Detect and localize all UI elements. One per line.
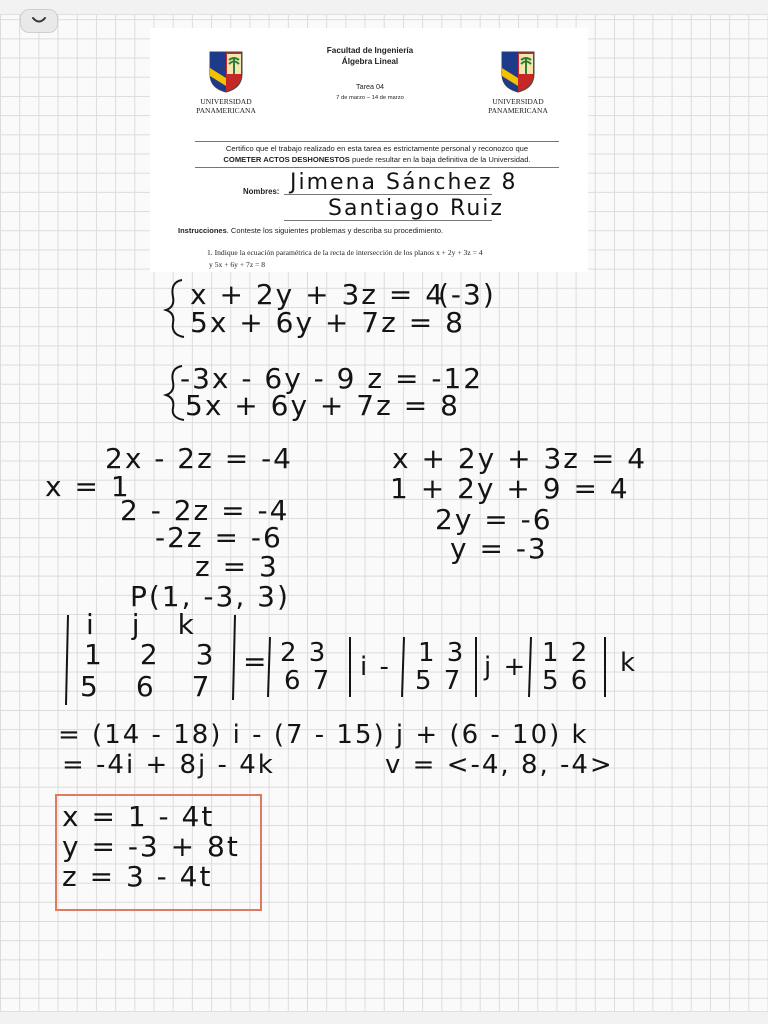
- x-choice: x = 1: [45, 470, 131, 503]
- minor3-bottom: 5 6: [542, 666, 590, 696]
- substitution-step2: -2z = -6: [155, 521, 283, 554]
- names-label: Nombres:: [243, 187, 280, 196]
- minor3-top: 1 2: [542, 638, 590, 668]
- minor2-unit: j +: [484, 652, 528, 682]
- determinant-equals: =: [243, 645, 269, 678]
- direction-vector: v = <-4, 8, -4>: [385, 750, 614, 780]
- assignment-dates: 7 de marzo – 14 de marzo: [336, 95, 404, 101]
- university-name-left: UNIVERSIDAD PANAMERICANA: [196, 97, 256, 115]
- answer-x: x = 1 - 4t: [62, 800, 215, 833]
- system2-equation2: 5x + 6y + 7z = 8: [185, 389, 460, 422]
- y-solve-step3: 2y = -6: [435, 503, 553, 536]
- certification-statement: Certifico que el trabajo realizado en esta tarea es estrictamente personal y reconozco que COMETER ACTOS DESHONESTOS puede resultar en la baja definitiva de la Universidad.: [195, 141, 559, 168]
- minor1-bottom: 6 7: [284, 666, 332, 696]
- course-title: Álgebra Lineal: [341, 57, 399, 66]
- minor1-top: 2 3: [280, 638, 328, 668]
- determinant-row3: 567: [80, 670, 248, 703]
- problem-1: 1. Indique la ecuación paramétrica de la recta de intersección de los planos x + 2y + 3z = 4 y 5x + 6y + 7z = 8: [207, 248, 483, 269]
- system1-equation2: 5x + 6y + 7z = 8: [190, 306, 465, 339]
- determinant-row1: ijk: [86, 608, 232, 641]
- instructions: Instrucciones. Conteste los siguientes problemas y describa su procedimiento.: [178, 226, 444, 235]
- university-name-right: UNIVERSIDAD PANAMERICANA: [488, 97, 548, 115]
- answer-y: y = -3 + 8t: [62, 830, 240, 863]
- handwritten-name-1: Jimena Sánchez 8: [290, 170, 518, 195]
- answer-z: z = 3 - 4t: [62, 860, 213, 893]
- minor3-unit: k: [620, 648, 638, 678]
- minor2-top: 1 3: [418, 638, 466, 668]
- system1-multiplier: (-3): [438, 278, 496, 311]
- point-p: P(1, -3, 3): [130, 580, 290, 613]
- determinant-row2: 123: [84, 638, 252, 671]
- system1-equation1: x + 2y + 3z = 4: [190, 278, 446, 311]
- z-value: z = 3: [195, 550, 279, 583]
- minor2-bottom: 5 7: [415, 666, 463, 696]
- substitution-step1: 2 - 2z = -4: [120, 494, 290, 527]
- assignment-number: Tarea 04: [356, 82, 384, 91]
- bottom-strip: [0, 1011, 768, 1024]
- cross-product-result: = -4i + 8j - 4k: [62, 750, 275, 780]
- y-solve-step2: 1 + 2y + 9 = 4: [390, 472, 630, 505]
- minor1-unit: i -: [360, 652, 391, 682]
- cross-product-expansion: = (14 - 18) i - (7 - 15) j + (6 - 10) k: [58, 720, 589, 750]
- system2-equation1: -3x - 6y - 9 z = -12: [180, 362, 484, 395]
- y-solve-step1: x + 2y + 3z = 4: [392, 442, 648, 475]
- handwritten-name-2: Santiago Ruiz: [328, 196, 504, 221]
- y-solve-step4: y = -3: [450, 532, 548, 565]
- elimination-result: 2x - 2z = -4: [105, 442, 293, 475]
- faculty-title: Facultad de Ingeniería: [326, 46, 414, 55]
